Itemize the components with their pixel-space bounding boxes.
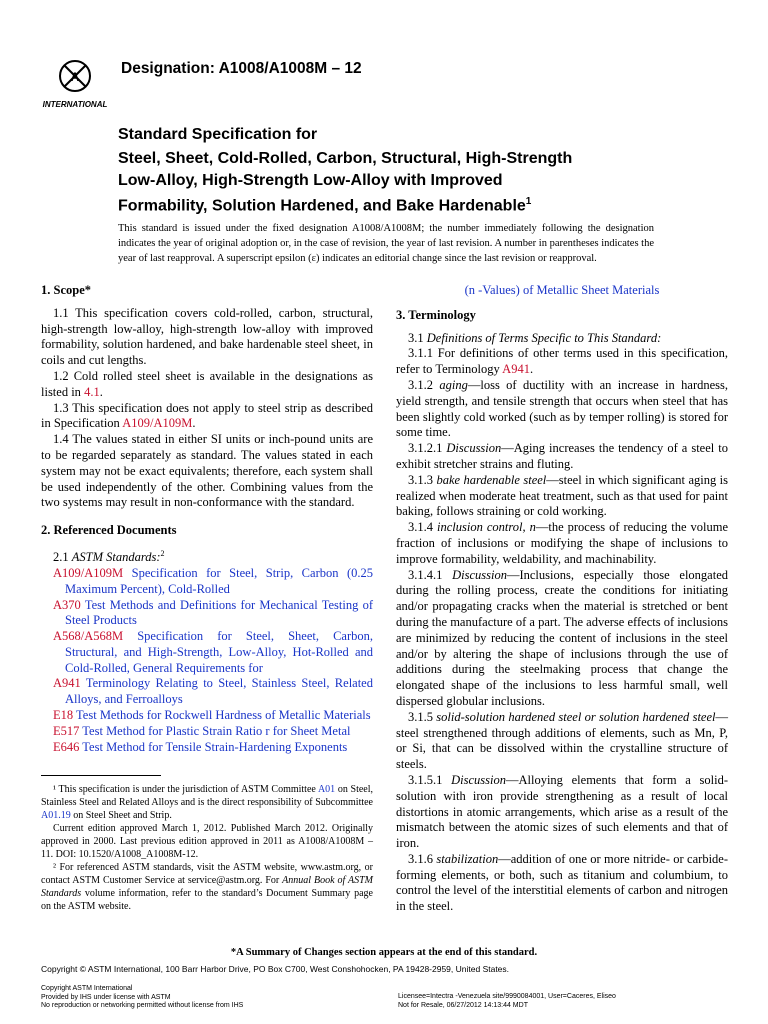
reference-item[interactable]: A370 Test Methods and Definitions for Mechanical Testing of Steel Products bbox=[53, 597, 374, 628]
paragraph: 1.1 This specification covers cold-rolled, carbon, structural, high-strength low-alloy, high-strength low-alloy with improved formability, solution hardened, and bake hardenable steel sheet, in coils and cut lengths. bbox=[41, 305, 373, 368]
footnote: Current edition approved March 1, 2012. Published March 2012. Originally approved in 2000. Last previous edition approved in 2011 as A1008/A1008M – 11. DOI: 10.1520/A1008_A1008M-12. bbox=[41, 823, 373, 860]
reference-item[interactable]: A109/A109M Specification for Steel, Strip, Carbon (0.25 Maximum Percent), Cold-Rolled bbox=[53, 565, 374, 596]
license-right: Licensee=Intectra -Venezuela site/9990084001, User=Caceres, Eliseo Not for Resale, 06/27/2012 14:13:44 MDT bbox=[398, 993, 616, 1009]
logo-text: INTERNATIONAL bbox=[42, 100, 108, 109]
title-line: Steel, Sheet, Cold-Rolled, Carbon, Structural, High-Strength bbox=[118, 150, 573, 167]
paragraph: 1.3 This specification does not apply to steel strip as described in Specification A109/A109M. bbox=[41, 400, 373, 431]
scope-heading: 1. Scope* bbox=[41, 283, 91, 297]
issue-note: This standard is issued under the fixed designation A1008/A1008M; the number immediately following the designation indicates the year of original adoption or, in the case of revision, the year of last revision. A number in parentheses indicates the year of last reapproval. A superscript epsilon (ε) indicates an editorial change since the last revision or reapproval. bbox=[118, 223, 654, 264]
right-column bbox=[396, 283, 728, 915]
footnote: ¹ This specification is under the jurisdiction of ASTM Committee A01 on Steel, Stainless Steel and Related Alloys and is the direct responsibility of Subcommittee A01.19 on Steel Sheet and Strip. bbox=[41, 784, 374, 821]
paragraph: 3.1.6 stabilization—addition of one or more nitride- or carbide-forming elements, or both, such as titanium and columbium, to control the level of the interstitial elements of carbon and nitrogen in the steel. bbox=[396, 851, 728, 914]
paragraph: 3.1.4.1 Discussion—Inclusions, especially those elongated during the rolling process, create the conditions for initiating and/or propagating cracks when the material is stretched or bent during the manufacture of a part. The adverse effects of inclusions are minimized by reducing the content of inclusions in the steel and/or by altering the shape of inclusions through the use of additions during the steelmaking process that change the elongated shape of the inclusions to less harmful small, well dispersed globular inclusions. bbox=[396, 567, 729, 708]
paragraph: 3.1.4 inclusion control, n—the process of reducing the volume fraction of inclusions or modifying the shape of inclusions to improve formability, weldability, and machinability. bbox=[396, 520, 728, 566]
designation: Designation: A1008/A1008M – 12 bbox=[121, 60, 362, 77]
reference-continuation[interactable]: (n -Values) of Metallic Sheet Materials bbox=[464, 283, 660, 297]
reference-list bbox=[41, 566, 373, 756]
paragraph: 1.2 Cold rolled steel sheet is available in the designations as listed in 4.1. bbox=[41, 368, 373, 399]
left-column bbox=[41, 283, 373, 755]
paragraph: 3.1.2 aging—loss of ductility with an increase in hardness, yield strength, and tensile strength that occurs when steel that has been slightly cold worked (such as by temper rolling) is stored for some time. bbox=[396, 377, 729, 440]
subcommittee-link[interactable]: A01.19 bbox=[41, 810, 71, 821]
footnote-divider bbox=[41, 775, 161, 776]
terminology-heading: 3. Terminology bbox=[396, 307, 476, 322]
refdocs-heading: 2. Referenced Documents bbox=[41, 523, 177, 538]
reference-item[interactable]: E517 Test Method for Plastic Strain Ratio r for Sheet Metal bbox=[53, 723, 351, 738]
license-left: Copyright ASTM International Provided by IHS under license with ASTM No reproduction or networking permitted without license from IHS bbox=[41, 985, 244, 1009]
footnotes bbox=[41, 783, 373, 913]
title-line: Low-Alloy, High-Strength Low-Alloy with Improved bbox=[118, 171, 503, 189]
paragraph: 2.1 ASTM Standards:$^2$ bbox=[53, 548, 165, 565]
section-link[interactable]: 4.1 bbox=[84, 384, 100, 399]
title-line: Formability, Solution Hardened, and Bake Hardenable$^1$ bbox=[118, 196, 532, 215]
reference-item[interactable]: E18 Test Methods for Rockwell Hardness of Metallic Materials bbox=[53, 708, 371, 723]
standard-link[interactable]: A109/A109M bbox=[122, 416, 193, 431]
astm-logo-icon bbox=[38, 52, 112, 112]
paragraph: 3.1.5 solid-solution hardened steel or solution hardened steel—steel strengthened through additions of elements, such as Mn, P, or Si, that can be dissolved within the crystalline structure of steels. bbox=[396, 709, 728, 772]
standard-label: Standard Specification for bbox=[118, 126, 318, 143]
reference-item[interactable]: A568/A568M Specification for Steel, Sheet, Carbon, Structural, and High-Strength, Low-Alloy, Hot-Rolled and Cold-Rolled, General Requirements for bbox=[53, 629, 373, 675]
reference-item[interactable]: A941 Terminology Relating to Steel, Stainless Steel, Related Alloys, and Ferroalloys bbox=[53, 676, 373, 707]
paragraph: 3.1 Definitions of Terms Specific to This Standard: bbox=[408, 330, 662, 345]
copyright-line: Copyright © ASTM International, 100 Barr Harbor Drive, PO Box C700, West Conshohocken, PA 19428-2959, United States. bbox=[41, 964, 510, 974]
document-title bbox=[118, 148, 758, 217]
paragraph: 3.1.3 bake hardenable steel—steel in which significant aging is realized when moderate heat treatment, such as that used for paint baking, follows straining or cold working. bbox=[396, 472, 728, 519]
paragraph: 3.1.2.1 Discussion—Aging increases the tendency of a steel to exhibit stretcher strains and fluting. bbox=[396, 441, 728, 471]
summary-note: *A Summary of Changes section appears at the end of this standard. bbox=[230, 947, 538, 958]
standard-link[interactable]: A941 bbox=[502, 362, 530, 377]
title-footnote-mark: 1 bbox=[525, 196, 532, 207]
svg-text:A: A bbox=[70, 70, 80, 84]
committee-link[interactable]: A01 bbox=[317, 784, 336, 795]
paragraph: 3.1.1 For definitions of other terms used in this specification, refer to Terminology A941. bbox=[396, 346, 728, 377]
footnote: ² For referenced ASTM standards, visit the ASTM website, www.astm.org, or contact ASTM Customer Service at service@astm.org. For Annual Book of ASTM Standards volume information, refer to the standard’s Document Summary page on the ASTM website. bbox=[41, 862, 373, 912]
reference-item[interactable]: E646 Test Method for Tensile Strain-Hardening Exponents bbox=[53, 739, 348, 754]
paragraph: 3.1.5.1 Discussion—Alloying elements that form a solid-solution with iron provide strengthening as a result of local distortions in atomic arrangements, which arise as a result of the mismatch between the atomic sizes of such elements and that of iron. bbox=[396, 772, 728, 851]
paragraph: 1.4 The values stated in either SI units or inch-pound units are to be regarded separately as standard. The values stated in each system may not be exact equivalents; therefore, each system shall be used independently of the other. Combining values from the two systems may result in non-conformance with the standard. bbox=[41, 432, 373, 510]
